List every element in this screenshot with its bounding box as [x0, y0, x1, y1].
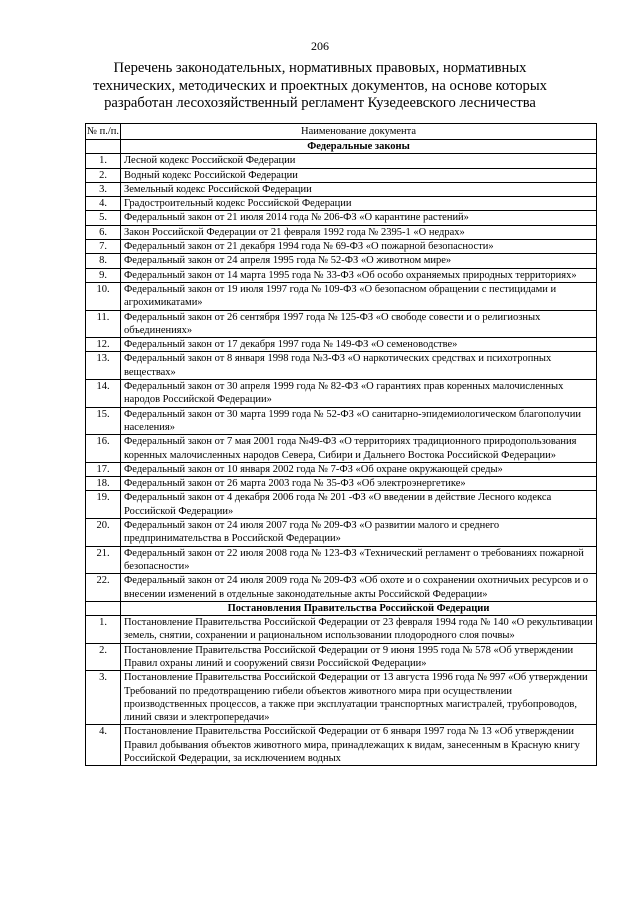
table-row	[86, 182, 597, 196]
row-number: 2.	[86, 168, 121, 182]
row-document-name: Федеральный закон от 24 июля 2009 года № 209-ФЗ «Об охоте и о сохранении охотничьих ресурсов и о внесении изменений в отдельные законодательные акты Российской Федерации»	[121, 574, 597, 602]
row-document-name: Федеральный закон от 26 сентября 1997 года № 125-ФЗ «О свободе совести и о религиозных объединениях»	[121, 310, 597, 338]
row-number: 4.	[86, 197, 121, 211]
row-document-name: Федеральный закон от 8 января 1998 года №3-ФЗ «О наркотических средствах и психотропных веществах»	[121, 352, 597, 380]
row-number: 2.	[86, 643, 121, 671]
row-number: 5.	[86, 211, 121, 225]
row-document-name: Федеральный закон от 26 марта 2003 года № 35-ФЗ «Об электроэнергетике»	[121, 477, 597, 491]
section-header-number-cell	[86, 601, 121, 615]
table-row	[86, 197, 597, 211]
row-number: 21.	[86, 546, 121, 574]
table-row	[86, 616, 597, 644]
row-document-name: Федеральный закон от 24 апреля 1995 года № 52-ФЗ «О животном мире»	[121, 254, 597, 268]
row-document-name: Федеральный закон от 30 марта 1999 года № 52-ФЗ «О санитарно-эпидемиологическом благополучии населения»	[121, 407, 597, 435]
table-row	[86, 725, 597, 766]
row-number: 13.	[86, 352, 121, 380]
row-number: 1.	[86, 154, 121, 168]
row-document-name: Федеральный закон от 21 декабря 1994 года № 69-ФЗ «О пожарной безопасности»	[121, 240, 597, 254]
row-document-name: Градостроительный кодекс Российской Федерации	[121, 197, 597, 211]
table-row	[86, 168, 597, 182]
row-number: 4.	[86, 725, 121, 766]
table-row	[86, 491, 597, 519]
row-number: 19.	[86, 491, 121, 519]
row-document-name: Федеральный закон от 17 декабря 1997 года № 149-ФЗ «О семеноводстве»	[121, 338, 597, 352]
table-row	[86, 154, 597, 168]
header-document-name: Наименование документа	[121, 124, 597, 140]
row-document-name: Федеральный закон от 10 января 2002 года № 7-ФЗ «Об охране окружающей среды»	[121, 462, 597, 476]
table-header-row	[86, 124, 597, 140]
table-row	[86, 240, 597, 254]
table-row	[86, 380, 597, 408]
table-row	[86, 477, 597, 491]
table-row	[86, 546, 597, 574]
row-number: 3.	[86, 182, 121, 196]
table-row	[86, 268, 597, 282]
row-document-name: Постановление Правительства Российской Федерации от 9 июня 1995 года № 578 «Об утверждении Правил охраны линий и сооружений связи Российской Федерации»	[121, 643, 597, 671]
section-header-row	[86, 140, 597, 154]
row-document-name: Федеральный закон от 21 июля 2014 года № 206-ФЗ «О карантине растений»	[121, 211, 597, 225]
row-document-name: Федеральный закон от 30 апреля 1999 года № 82-ФЗ «О гарантиях прав коренных малочисленных народов Российской Федерации»	[121, 380, 597, 408]
row-document-name: Водный кодекс Российской Федерации	[121, 168, 597, 182]
row-number: 7.	[86, 240, 121, 254]
table-row	[86, 519, 597, 547]
row-document-name: Закон Российской Федерации от 21 февраля 1992 года № 2395-1 «О недрах»	[121, 225, 597, 239]
row-document-name: Федеральный закон от 22 июля 2008 года № 123-ФЗ «Технический регламент о требованиях пожарной безопасности»	[121, 546, 597, 574]
row-number: 16.	[86, 435, 121, 463]
document-title: Перечень законодательных, нормативных правовых, нормативных технических, методических и проектных документов, на основе которых разработан лесохозяйственный регламент Кузедеевского лесничества	[93, 60, 547, 111]
table-row	[86, 338, 597, 352]
section-title: Федеральные законы	[121, 140, 597, 154]
row-number: 10.	[86, 282, 121, 310]
row-number: 9.	[86, 268, 121, 282]
row-number: 3.	[86, 671, 121, 725]
table-row	[86, 643, 597, 671]
row-number: 11.	[86, 310, 121, 338]
header-number: № п./п.	[86, 124, 121, 140]
page-number: 206	[311, 39, 329, 53]
section-header-row	[86, 601, 597, 615]
table-row	[86, 671, 597, 725]
row-number: 12.	[86, 338, 121, 352]
row-number: 14.	[86, 380, 121, 408]
row-number: 1.	[86, 616, 121, 644]
table-row	[86, 225, 597, 239]
row-number: 15.	[86, 407, 121, 435]
table-row	[86, 282, 597, 310]
table-row	[86, 407, 597, 435]
row-document-name: Постановление Правительства Российской Федерации от 6 января 1997 года № 13 «Об утверждении Правил добывания объектов животного мира, принадлежащих к видам, занесенным в Красную книгу Российской Федерации, за исключением водных	[121, 725, 597, 766]
row-number: 6.	[86, 225, 121, 239]
row-document-name: Федеральный закон от 24 июля 2007 года № 209-ФЗ «О развитии малого и среднего предпринимательства в Российской Федерации»	[121, 519, 597, 547]
row-document-name: Федеральный закон от 14 марта 1995 года № 33-ФЗ «Об особо охраняемых природных территориях»	[121, 268, 597, 282]
table-row	[86, 352, 597, 380]
table-row	[86, 254, 597, 268]
row-document-name: Постановление Правительства Российской Федерации от 13 августа 1996 года № 997 «Об утверждении Требований по предотвращению гибели объектов животного мира при осуществлении производственных процессов, а также при эксплуатации транспортных магистралей, трубопроводов, линий связи и электропередачи»	[121, 671, 597, 725]
row-document-name: Земельный кодекс Российской Федерации	[121, 182, 597, 196]
row-document-name: Лесной кодекс Российской Федерации	[121, 154, 597, 168]
row-number: 17.	[86, 462, 121, 476]
table-row	[86, 574, 597, 602]
section-header-number-cell	[86, 140, 121, 154]
row-document-name: Постановление Правительства Российской Федерации от 23 февраля 1994 года № 140 «О рекультивации земель, снятии, сохранении и рациональном использовании плодородного слоя почвы»	[121, 616, 597, 644]
table-row	[86, 310, 597, 338]
row-number: 8.	[86, 254, 121, 268]
table-row	[86, 435, 597, 463]
table-row	[86, 211, 597, 225]
row-document-name: Федеральный закон от 7 мая 2001 года №49-ФЗ «О территориях традиционного природопользования коренных малочисленных народов Севера, Сибири и Дальнего Востока Российской Федерации»	[121, 435, 597, 463]
section-title: Постановления Правительства Российской Федерации	[121, 601, 597, 615]
row-document-name: Федеральный закон от 4 декабря 2006 года № 201 -ФЗ «О введении в действие Лесного кодекса Российской Федерации»	[121, 491, 597, 519]
row-number: 20.	[86, 519, 121, 547]
table-row	[86, 462, 597, 476]
documents-table	[85, 123, 597, 766]
row-number: 22.	[86, 574, 121, 602]
table-body	[86, 140, 597, 766]
row-document-name: Федеральный закон от 19 июля 1997 года № 109-ФЗ «О безопасном обращении с пестицидами и агрохимикатами»	[121, 282, 597, 310]
row-number: 18.	[86, 477, 121, 491]
